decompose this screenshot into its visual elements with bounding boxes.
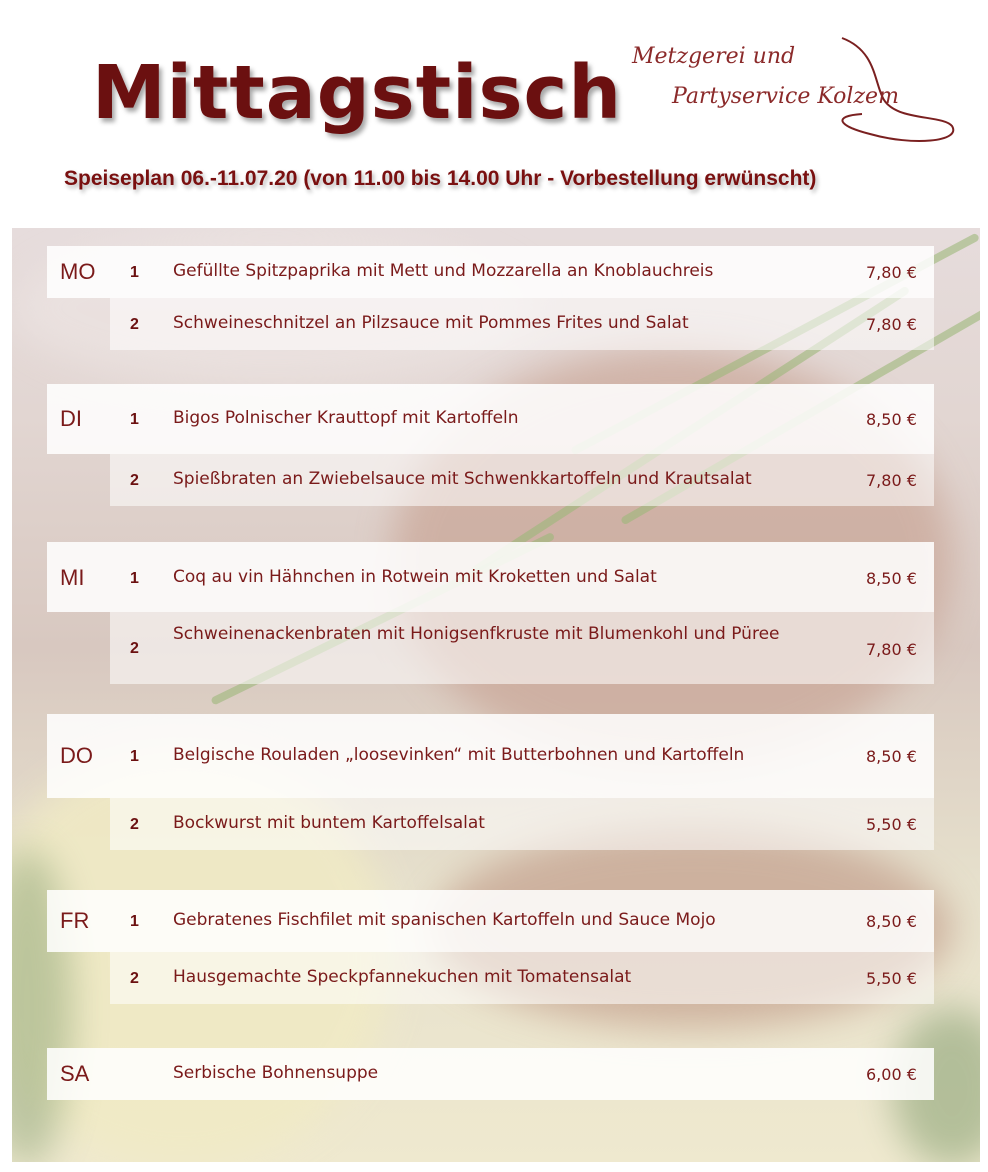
dish-number: 1 [130, 411, 139, 428]
dish-number: 2 [130, 316, 139, 333]
dish-price: 7,80 € [866, 315, 917, 334]
day-label-sa: SA [60, 1061, 90, 1086]
dish-name: Belgische Rouladen „loosevinken“ mit Butterbohnen und Kartoffeln [173, 745, 745, 765]
dish-number: 2 [130, 816, 139, 833]
dish-name: Hausgemachte Speckpfannekuchen mit Tomatensalat [173, 967, 632, 987]
dish-price: 8,50 € [866, 569, 917, 588]
dish-price: 8,50 € [866, 410, 917, 429]
dish-price: 8,50 € [866, 747, 917, 766]
dish-name: Bockwurst mit buntem Kartoffelsalat [173, 813, 485, 833]
day-label-mo: MO [60, 259, 96, 284]
dish-price: 5,50 € [866, 815, 917, 834]
dish-number: 1 [130, 748, 139, 765]
dish-price: 5,50 € [866, 969, 917, 988]
dish-number: 2 [130, 472, 139, 489]
logo [612, 30, 962, 148]
dish-price: 7,80 € [866, 263, 917, 282]
dish-name: Gebratenes Fischfilet mit spanischen Kartoffeln und Sauce Mojo [173, 910, 716, 930]
dish-price: 7,80 € [866, 640, 917, 659]
day-label-do: DO [60, 743, 93, 768]
dish-price: 6,00 € [866, 1065, 917, 1084]
dish-price: 7,80 € [866, 471, 917, 490]
logo-text-line1: Metzgerei und [632, 44, 796, 69]
dish-name: Bigos Polnischer Krauttopf mit Kartoffeln [173, 408, 519, 428]
dish-number: 2 [130, 640, 139, 657]
dish-name: Gefüllte Spitzpaprika mit Mett und Mozzarella an Knoblauchreis [173, 261, 714, 281]
dish-name: Schweineschnitzel an Pilzsauce mit Pommes Frites und Salat [173, 313, 689, 333]
dish-number: 2 [130, 970, 139, 987]
dish-name: Schweinenackenbraten mit Honigsenfkruste mit Blumenkohl und Püree [173, 624, 780, 644]
page-title: Mittagstisch [92, 50, 623, 136]
menu-subtitle: Speiseplan 06.-11.07.20 (von 11.00 bis 14.00 Uhr - Vorbestellung erwünscht) [64, 167, 817, 190]
day-label-di: DI [60, 406, 82, 431]
day-label-mi: MI [60, 565, 85, 590]
day-label-fr: FR [60, 908, 90, 933]
dish-name: Spießbraten an Zwiebelsauce mit Schwenkkartoffeln und Krautsalat [173, 469, 752, 489]
dish-name: Serbische Bohnensuppe [173, 1063, 379, 1083]
dish-number: 1 [130, 570, 139, 587]
logo-text-line2: Partyservice Kolzem [672, 84, 899, 109]
background-photo [12, 228, 980, 1162]
dish-name: Coq au vin Hähnchen in Rotwein mit Kroketten und Salat [173, 567, 657, 587]
dish-number: 1 [130, 913, 139, 930]
dish-number: 1 [130, 264, 139, 281]
dish-price: 8,50 € [866, 912, 917, 931]
